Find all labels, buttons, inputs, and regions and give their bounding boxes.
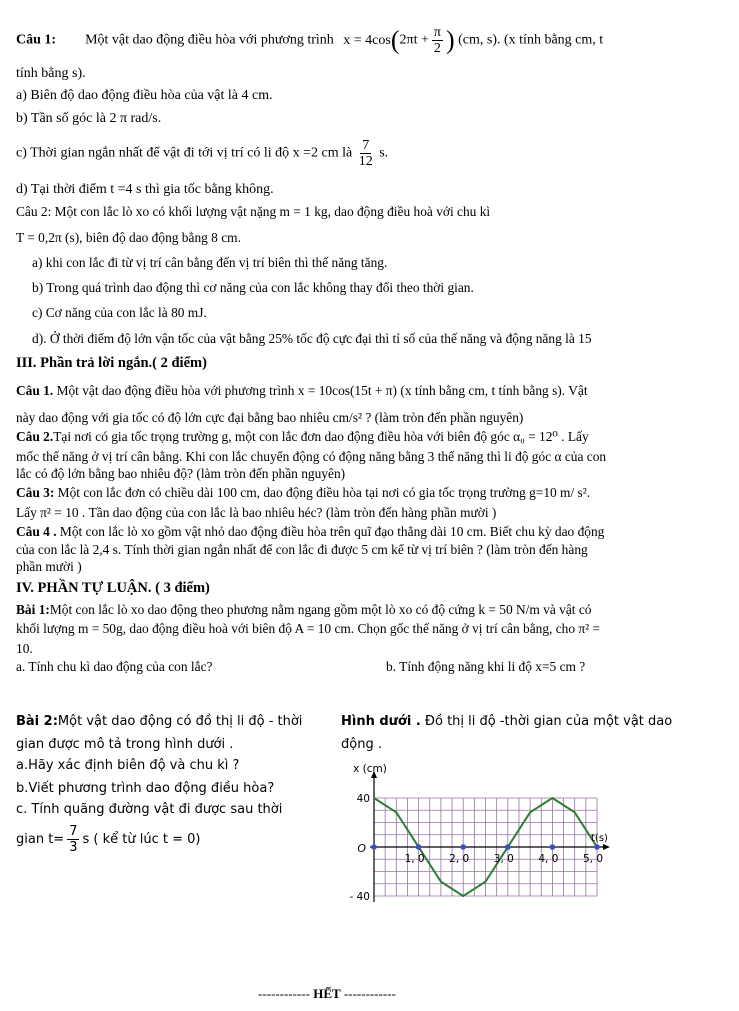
fig-head: Hình dưới . bbox=[341, 714, 421, 729]
q1-c-den: 12 bbox=[358, 154, 373, 169]
p4-b2-c2-post: s ( kể từ lúc t = 0) bbox=[82, 832, 201, 847]
p3-c1-l2: này dao động với gia tốc có độ lớn cực đại bằng bao nhiêu cm/s² ? (làm tròn đến phần nguyên) bbox=[16, 410, 524, 425]
p4-b1-b: b. Tính động năng khi li độ x=5 cm ? bbox=[386, 659, 586, 674]
p3-c2-l3: lắc có độ lớn bằng bao nhiêu độ? (làm tròn đến phần nguyên) bbox=[16, 466, 346, 481]
q1-tail2: tính bằng s). bbox=[16, 66, 86, 81]
y-tick-label: O bbox=[357, 842, 366, 855]
p3-c2-head: Câu 2. bbox=[16, 429, 54, 444]
data-point-marker bbox=[460, 844, 466, 850]
q1-d: d) Tại thời điểm t =4 s thì gia tốc bằng không. bbox=[16, 182, 274, 197]
p3-c4-text: Một con lắc lò xo gồm vật nhỏ dao động điều hòa trên quĩ đạo thẳng dài 10 cm. Biết chu kỳ dao động bbox=[56, 524, 605, 539]
data-point-marker bbox=[505, 844, 511, 850]
p4-b2-c2-num: 7 bbox=[69, 824, 78, 839]
x-tick-label: 1, 0 bbox=[404, 853, 425, 865]
p4-b1-head: Bài 1: bbox=[16, 602, 50, 617]
y-tick-label: - 40 bbox=[349, 891, 370, 903]
y-tick-label: 40 bbox=[356, 793, 370, 805]
p4-b2-l2: gian được mô tả trong hình dưới . bbox=[16, 737, 234, 752]
q1-units: (cm, s). bbox=[458, 32, 501, 48]
data-point-marker bbox=[371, 844, 377, 850]
p3-c3-head: Câu 3: bbox=[16, 485, 55, 500]
p3-c1-l1 bbox=[16, 382, 588, 399]
fig-caption-text: Đồ thị li độ -thời gian của một vật dao bbox=[420, 714, 673, 729]
x-tick-label: 2, 0 bbox=[449, 853, 470, 865]
q1-eq-den: 2 bbox=[433, 41, 441, 56]
q1-c bbox=[16, 138, 388, 169]
x-tick-label: 4, 0 bbox=[538, 853, 559, 865]
q1-c-num: 7 bbox=[362, 138, 370, 153]
q2-c: c) Cơ năng của con lắc là 80 mJ. bbox=[32, 305, 207, 320]
q1-line1: Câu 1: Một vật dao động điều hòa với phương trình x = 4cos(2πt + $\frac{\pi}{2}$ ) (cm, s). (x tính bằng cm, t bbox=[16, 25, 604, 56]
data-point-marker bbox=[594, 844, 600, 850]
fig-caption-l1 bbox=[341, 713, 672, 730]
oscillation-graph bbox=[349, 763, 632, 916]
p4-b2-c1: c. Tính quãng đường vật đi được sau thời bbox=[16, 802, 283, 817]
p3-c3-text: Một con lắc đơn có chiều dài 100 cm, dao động điều hòa tại nơi có gia tốc trọng trường g=10 m/ s². bbox=[54, 485, 591, 500]
p3-c4-l1 bbox=[16, 523, 604, 540]
q2-d: d). Ở thời điểm độ lớn vận tốc của vật bằng 25% tốc độ cực đại thì tỉ số của thế năng và động năng là 15 bbox=[32, 331, 592, 346]
p3-c2-text: Tại nơi có gia tốc trọng trường g, một con lắc đơn dao động điều hòa với biên độ góc α₀ = 12⁰ . Lấy bbox=[53, 429, 589, 444]
q1-a: a) Biên độ dao động điều hòa của vật là 4 cm. bbox=[16, 88, 273, 103]
q2-line1: Câu 2: Một con lắc lò xo có khối lượng vật nặng m = 1 kg, dao động điều hoà với chu kì bbox=[16, 204, 491, 219]
q1-c-post: s. bbox=[379, 145, 389, 161]
x-axis-label: t(s) bbox=[591, 833, 608, 844]
p4-b1-l1 bbox=[16, 601, 592, 618]
p3-c1-text: Một vật dao động điều hòa với phương trình x = 10cos(15t + π) (x tính bằng cm, t tính bằng s). Vật bbox=[53, 383, 588, 398]
q1-eq-lhs: x = 4cos bbox=[343, 32, 391, 48]
footer-word: HẾT bbox=[313, 986, 341, 1001]
p3-c2-l2: mốc thế năng ở vị trí cân bằng. Khi con lắc chuyển động có động năng bằng 3 thế năng thì li độ góc α của con bbox=[16, 449, 607, 464]
p3-c3-l2: Lấy π² = 10 . Tần dao động của con lắc là bao nhiêu héc? (làm tròn đến hàng phần mười ) bbox=[16, 505, 497, 520]
p3-c4-l2: của con lắc là 2,4 s. Tính thời gian ngắn nhất để con lắc đi được 5 cm kể từ vị trí biên ? (làm tròn đến hàng bbox=[16, 542, 588, 557]
q1-c-pre: c) Thời gian ngắn nhất để vật đi tới vị trí có li độ x =2 cm là bbox=[16, 145, 353, 161]
part3-title: III. Phần trả lời ngắn.( 2 điểm) bbox=[16, 355, 207, 371]
x-tick-label: 5, 0 bbox=[582, 853, 604, 865]
p4-b2-c2-pre: gian t= bbox=[16, 832, 65, 847]
data-point-marker bbox=[416, 844, 422, 850]
part4-title: IV. PHẦN TỰ LUẬN. ( 3 điểm) bbox=[16, 580, 210, 596]
q2-b: b) Trong quá trình dao động thì cơ năng của con lắc không thay đổi theo thời gian. bbox=[32, 280, 474, 295]
p3-c3-l1 bbox=[16, 484, 590, 501]
p3-c2-l1 bbox=[16, 428, 589, 445]
p4-b2-c2 bbox=[16, 824, 200, 855]
footer bbox=[258, 985, 396, 1002]
p4-b2-head: Bài 2: bbox=[16, 714, 58, 729]
x-tick-label: 3, 0 bbox=[493, 853, 514, 865]
p4-b1-text: Một con lắc lò xo dao động theo phương nằm ngang gồm một lò xo có độ cứng k = 50 N/m và vật có bbox=[49, 602, 592, 617]
p4-b2-l1 bbox=[16, 713, 302, 730]
p4-b2-a: a.Hãy xác định biên độ và chu kì ? bbox=[16, 758, 240, 773]
q2-line2: T = 0,2π (s), biên độ dao động bằng 8 cm. bbox=[16, 230, 241, 245]
p3-c1-head: Câu 1. bbox=[16, 383, 54, 398]
p3-c4-l3: phần mười ) bbox=[16, 559, 82, 574]
q1-b: b) Tần số góc là 2 π rad/s. bbox=[16, 111, 162, 126]
q1-eq-arg: 2πt + bbox=[399, 32, 429, 48]
footer-left-dashes: ------------ bbox=[258, 986, 310, 1001]
footer-right-dashes: ------------ bbox=[343, 986, 396, 1001]
p4-b1-l3: 10. bbox=[16, 641, 33, 656]
q1-head: Câu 1: bbox=[16, 32, 57, 48]
fig-caption-l2: động . bbox=[341, 737, 382, 752]
q1-eq-num: π bbox=[433, 25, 441, 40]
q1-intro: Một vật dao động điều hòa với phương trình bbox=[85, 32, 334, 48]
p4-b2-c2-den: 3 bbox=[69, 840, 78, 855]
x-axis-arrow bbox=[603, 844, 610, 850]
q1-tail: (x tính bằng cm, t bbox=[504, 32, 604, 48]
q2-a: a) khi con lắc đi từ vị trí cân bằng đến vị trí biên thì thế năng tăng. bbox=[32, 255, 388, 270]
y-axis-label: x (cm) bbox=[353, 763, 387, 775]
p3-c4-head: Câu 4 . bbox=[16, 524, 57, 539]
p4-b1-l2: khối lượng m = 50g, dao động điều hoà với biên độ A = 10 cm. Chọn gốc thế năng ở vị trí cân bằng, cho π² = bbox=[16, 621, 601, 636]
p4-b2-text: Một vật dao động có đồ thị li độ - thời bbox=[57, 714, 303, 729]
p4-b1-a: a. Tính chu kì dao động của con lắc? bbox=[16, 659, 213, 674]
p4-b2-b: b.Viết phương trình dao động điều hòa? bbox=[16, 781, 275, 796]
data-point-marker bbox=[550, 844, 556, 850]
